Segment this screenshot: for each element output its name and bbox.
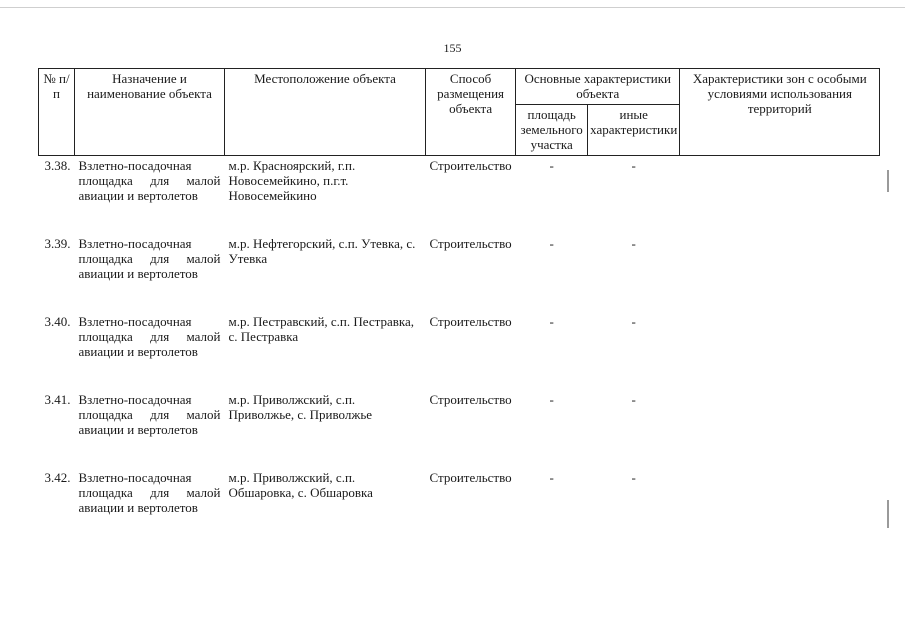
- other-characteristics: -: [631, 470, 636, 485]
- land-area: -: [549, 392, 554, 407]
- object-location: м.р. Пестравский, с.п. Пестравка, с. Пестравка: [228, 314, 415, 344]
- table-row: [39, 234, 880, 312]
- zone-characteristics: [680, 312, 880, 390]
- row-number: 3.42.: [44, 470, 71, 485]
- placement-method: Строительство: [429, 470, 512, 485]
- object-name: Взлетно-посадочная площадка для малой авиации и вертолетов: [78, 236, 221, 281]
- header-location: Местоположение объекта: [225, 69, 426, 156]
- header-area: площадь земельного участка: [516, 105, 588, 156]
- scan-artifact-mark: [887, 170, 889, 192]
- row-number: 3.40.: [44, 314, 71, 329]
- land-area: -: [549, 158, 554, 173]
- object-name: Взлетно-посадочная площадка для малой авиации и вертолетов: [78, 158, 221, 203]
- object-location: м.р. Приволжский, с.п. Приволжье, с. Приволжье: [228, 392, 373, 422]
- table-header: [39, 69, 880, 156]
- other-characteristics: -: [631, 236, 636, 251]
- other-characteristics: -: [631, 158, 636, 173]
- zone-characteristics: [680, 156, 880, 235]
- scan-edge-line: [0, 7, 905, 8]
- row-number: 3.39.: [44, 236, 71, 251]
- object-location: м.р. Нефтегорский, с.п. Утевка, с. Утевка: [228, 236, 416, 266]
- row-number: 3.41.: [44, 392, 71, 407]
- header-zones: Характеристики зон с особыми условиями использования территорий: [680, 69, 880, 156]
- header-method: Способ размещения объекта: [426, 69, 516, 156]
- placement-method: Строительство: [429, 236, 512, 251]
- scan-artifact-mark: [887, 500, 889, 528]
- object-name: Взлетно-посадочная площадка для малой авиации и вертолетов: [78, 470, 221, 515]
- placement-method: Строительство: [429, 392, 512, 407]
- zone-characteristics: [680, 468, 880, 546]
- object-location: м.р. Приволжский, с.п. Обшаровка, с. Обшаровка: [228, 470, 373, 500]
- header-other: иные характеристики: [588, 105, 680, 156]
- table-row: [39, 468, 880, 546]
- table-row: [39, 156, 880, 235]
- header-main-characteristics: Основные характеристики объекта: [516, 69, 680, 105]
- object-name: Взлетно-посадочная площадка для малой авиации и вертолетов: [78, 392, 221, 437]
- table-row: [39, 312, 880, 390]
- placement-method: Строительство: [429, 314, 512, 329]
- table-body: [39, 156, 880, 547]
- object-name: Взлетно-посадочная площадка для малой авиации и вертолетов: [78, 314, 221, 359]
- object-location: м.р. Красноярский, г.п. Новосемейкино, п.г.т. Новосемейкино: [228, 158, 356, 203]
- header-name: Назначение и наименование объекта: [75, 69, 225, 156]
- table-row: [39, 390, 880, 468]
- zone-characteristics: [680, 234, 880, 312]
- land-area: -: [549, 470, 554, 485]
- zone-characteristics: [680, 390, 880, 468]
- land-area: -: [549, 236, 554, 251]
- other-characteristics: -: [631, 314, 636, 329]
- land-area: -: [549, 314, 554, 329]
- header-num: № п/п: [39, 69, 75, 156]
- objects-table: [38, 68, 880, 546]
- page-number: 155: [443, 41, 462, 55]
- other-characteristics: -: [631, 392, 636, 407]
- placement-method: Строительство: [429, 158, 512, 173]
- row-number: 3.38.: [44, 158, 71, 173]
